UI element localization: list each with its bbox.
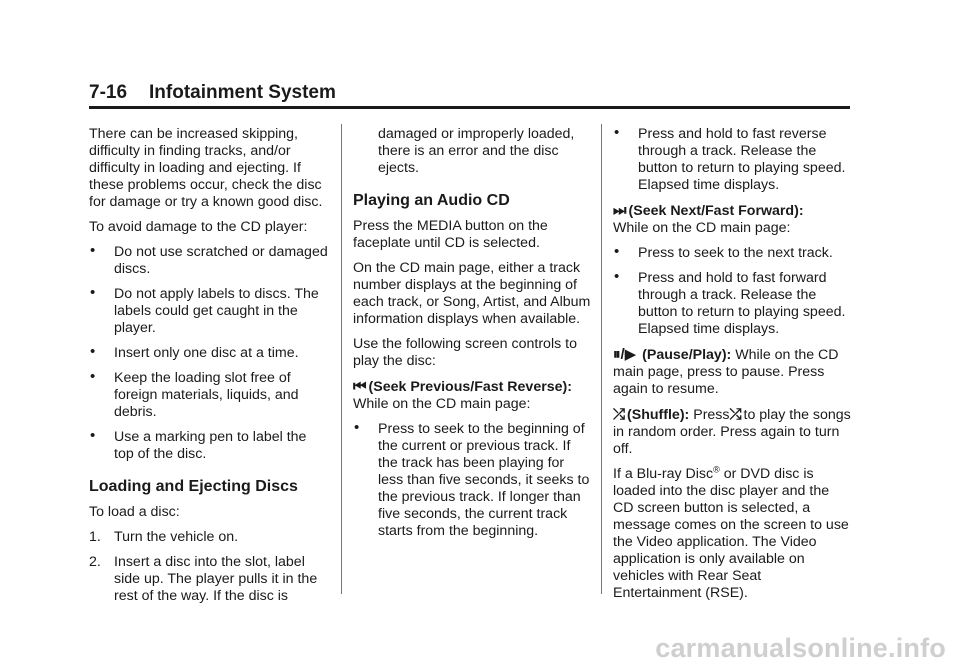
- shuffle-icon: ⤮: [613, 406, 626, 423]
- bullet-icon: •: [614, 243, 620, 260]
- page-header: [89, 82, 850, 104]
- list-item: • Do not apply labels to discs. The labels could get caught in the player.: [90, 284, 319, 336]
- bullet-icon: •: [90, 284, 96, 301]
- seek-previous-icon: ⏮: [353, 378, 367, 395]
- bullet-icon: •: [90, 242, 96, 259]
- paragraph-seek-previous: ⏮ (Seek Previous/Fast Reverse): While on the CD main page:: [353, 378, 572, 412]
- paragraph-media-button: Press the MEDIA button on the faceplate until CD is selected.: [353, 218, 548, 251]
- heading-playing-cd: Playing an Audio CD: [353, 192, 510, 209]
- list-item: • Press and hold to fast forward through a track. Release the button to return to playing speed. Elapsed time displays.: [614, 268, 846, 337]
- list-item: • Use a marking pen to label the top of the disc.: [90, 427, 307, 462]
- step-continuation: damaged or improperly loaded, there is an error and the disc ejects.: [378, 126, 575, 176]
- paragraph-pause-play: ⏸/▶ (Pause/Play): While on the CD main page, press to pause. Press again to resume.: [613, 346, 839, 397]
- step-item: 2. Insert a disc into the slot, label side up. The player pulls it in the rest of the way. If the disc is: [89, 554, 318, 604]
- paragraph-seek-next: ⏭ (Seek Next/Fast Forward): While on the CD main page:: [613, 202, 804, 236]
- shuffle-icon: ⤮: [729, 406, 742, 423]
- list-item: • Do not use scratched or damaged discs.: [90, 242, 328, 277]
- bullet-icon: •: [614, 124, 620, 141]
- seek-next-icon: ⏭: [613, 202, 627, 219]
- column-middle: [353, 126, 593, 548]
- paragraph-screen-controls: Use the following screen controls to play the disc:: [353, 336, 577, 369]
- paragraph-avoid-damage: To avoid damage to the CD player:: [89, 219, 308, 235]
- column-left: [89, 126, 329, 613]
- bullet-icon: •: [90, 427, 96, 444]
- watermark: carmanualsonline.info: [655, 633, 946, 663]
- bullet-icon: •: [90, 368, 96, 385]
- list-item: • Press and hold to fast reverse through a track. Release the button to return to playing speed. Elapsed time displays.: [614, 124, 846, 193]
- list-item: • Keep the loading slot free of foreign materials, liquids, and debris.: [90, 368, 299, 420]
- list-item: • Press to seek to the next track.: [614, 243, 833, 261]
- paragraph-main-page: On the CD main page, either a track number displays at the beginning of each track, or Song, Artist, and Album information displays when available.: [353, 260, 591, 327]
- heading-loading-discs: Loading and Ejecting Discs: [89, 478, 298, 495]
- bullet-icon: •: [90, 343, 96, 360]
- paragraph-skipping: There can be increased skipping, difficulty in finding tracks, and/or difficulty in loading and ejecting. If these problems occur, check the disc for damage or try a known good disc.: [89, 126, 323, 210]
- step-item: 1. Turn the vehicle on.: [89, 529, 239, 545]
- section-title: Infotainment System: [149, 82, 336, 103]
- paragraph-bluray: If a Blu-ray Disc® or DVD disc is loaded into the disc player and the CD screen button is selected, a message comes on the screen to use the Video application. The Video application is only available on vehicles with Rear Seat Entertainment (RSE).: [613, 464, 849, 601]
- column-right: [613, 126, 853, 610]
- paragraph-shuffle: ⤮ (Shuffle): Press⤮ to play the songs in random order. Press again to turn off.: [613, 406, 851, 457]
- paragraph-to-load: To load a disc:: [89, 504, 180, 520]
- column-divider-2: [601, 124, 602, 594]
- page-number: 7-16: [89, 82, 128, 103]
- list-item: • Insert only one disc at a time.: [90, 343, 299, 361]
- bullet-icon: •: [614, 268, 620, 285]
- header-text: [89, 82, 850, 104]
- column-divider-1: [341, 124, 342, 594]
- list-item: • Press to seek to the beginning of the current or previous track. If the track has been playing for less than five seconds, it seeks to the previous track. If longer than five seconds, the current track starts from the beginning.: [354, 419, 590, 539]
- registered-mark: ®: [713, 464, 720, 475]
- bullet-icon: •: [354, 419, 360, 436]
- header-rule: [89, 106, 850, 109]
- pause-play-icon: ⏸/▶: [613, 346, 637, 363]
